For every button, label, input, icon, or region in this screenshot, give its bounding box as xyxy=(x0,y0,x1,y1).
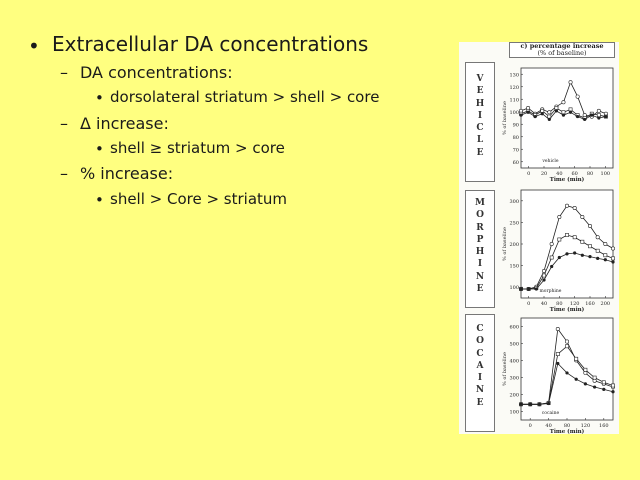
point-striatum xyxy=(541,112,544,115)
point-core xyxy=(604,254,607,257)
y-tick-label: 80 xyxy=(512,134,519,141)
point-striatum xyxy=(611,390,614,393)
point-shell xyxy=(581,215,584,218)
x-axis-label: Time (min) xyxy=(549,307,585,313)
point-shell xyxy=(611,247,614,250)
y-tick-label: 60 xyxy=(512,159,519,166)
point-shell xyxy=(556,327,559,330)
chart-vehicle xyxy=(502,68,613,183)
point-shell xyxy=(597,109,600,112)
y-tick-label: 100 xyxy=(509,409,519,416)
point-striatum xyxy=(519,287,522,290)
sub-dash: – xyxy=(60,63,68,82)
point-striatum xyxy=(519,114,522,117)
y-tick-label: 120 xyxy=(509,84,519,91)
x-tick-label: 60 xyxy=(571,171,578,177)
point-striatum xyxy=(590,114,593,117)
point-core xyxy=(602,381,605,384)
point-striatum xyxy=(565,252,568,255)
y-tick-label: 400 xyxy=(509,358,519,365)
y-tick-label: 200 xyxy=(509,392,519,399)
sub-bullet-delta-increase xyxy=(80,114,169,133)
sub-bullet-da-concentrations: DA concentrations: xyxy=(80,63,233,82)
point-striatum xyxy=(584,382,587,385)
subsub-dot: • xyxy=(95,89,104,107)
y-tick-label: 70 xyxy=(512,147,519,154)
x-tick-label: 120 xyxy=(580,423,591,429)
point-core xyxy=(588,245,591,248)
point-striatum xyxy=(562,114,565,117)
x-tick-label: 0 xyxy=(527,171,531,177)
y-tick-label: 130 xyxy=(509,72,519,79)
point-core xyxy=(569,108,572,111)
drug-annotation: cocaine xyxy=(541,411,560,416)
x-tick-label: 80 xyxy=(586,171,594,177)
point-core xyxy=(550,256,553,259)
drug-annotation: morphine xyxy=(539,289,562,294)
point-shell xyxy=(565,204,568,207)
point-shell xyxy=(596,236,599,239)
point-shell xyxy=(573,206,576,209)
point-shell xyxy=(576,95,579,98)
point-shell xyxy=(604,242,607,245)
point-core xyxy=(593,376,596,379)
bullet-dot: • xyxy=(28,34,40,58)
y-axis-label: % of baseline xyxy=(502,101,508,135)
point-core xyxy=(611,257,614,260)
point-shell xyxy=(550,242,553,245)
point-striatum xyxy=(555,109,558,112)
point-core xyxy=(584,368,587,371)
point-core xyxy=(573,236,576,239)
point-shell xyxy=(558,215,561,218)
point-shell xyxy=(593,379,596,382)
point-striatum xyxy=(593,385,596,388)
delta-symbol: Δ xyxy=(80,114,91,133)
point-shell xyxy=(565,340,568,343)
point-core xyxy=(611,384,614,387)
point-striatum xyxy=(596,257,599,260)
y-tick-label: 110 xyxy=(509,97,519,104)
point-striatum xyxy=(538,403,541,406)
point-striatum xyxy=(604,115,607,118)
point-core xyxy=(562,111,565,114)
y-tick-label: 150 xyxy=(509,263,519,270)
point-core xyxy=(555,106,558,109)
side-label-morphine-text: M O R P H I N E xyxy=(475,198,485,295)
point-core xyxy=(581,240,584,243)
point-striatum xyxy=(548,118,551,121)
point-striatum xyxy=(550,265,553,268)
point-striatum xyxy=(611,260,614,263)
y-tick-label: 300 xyxy=(509,198,519,205)
sub-dash: – xyxy=(60,164,68,183)
point-core xyxy=(542,274,545,277)
sub-bullet-percent-increase: % increase: xyxy=(80,164,174,183)
y-tick-label: 500 xyxy=(509,341,519,348)
subsub-bullet-order-3: shell > Core > striatum xyxy=(110,190,288,208)
side-label-vehicle-text: V E H I C L E xyxy=(475,74,485,158)
figure-charts xyxy=(459,42,619,434)
point-shell xyxy=(588,224,591,227)
point-striatum xyxy=(529,403,532,406)
point-striatum xyxy=(604,258,607,261)
x-tick-label: 40 xyxy=(545,423,552,429)
y-tick-label: 300 xyxy=(509,375,519,382)
x-axis-label: Time (min) xyxy=(549,429,585,434)
y-axis-label: % of baseline xyxy=(502,227,508,261)
y-axis-label: % of baseline xyxy=(502,352,508,386)
point-striatum xyxy=(597,116,600,119)
drug-annotation: vehicle xyxy=(542,159,559,164)
subsub-dot: • xyxy=(95,140,104,158)
point-core xyxy=(541,109,544,112)
y-tick-label: 100 xyxy=(509,285,519,292)
side-label-cocaine-text: C O C A I N E xyxy=(475,324,485,408)
point-striatum xyxy=(583,118,586,121)
point-striatum xyxy=(576,115,579,118)
x-tick-label: 40 xyxy=(540,301,548,307)
point-striatum xyxy=(581,254,584,257)
x-axis-label: Time (min) xyxy=(549,177,585,183)
point-core xyxy=(565,233,568,236)
point-striatum xyxy=(575,378,578,381)
subsub-bullet-order-1: dorsolateral striatum > shell > core xyxy=(110,88,380,106)
x-tick-label: 40 xyxy=(556,171,563,177)
figure-image xyxy=(459,42,619,434)
point-striatum xyxy=(526,111,529,114)
point-striatum xyxy=(569,111,572,114)
x-tick-label: 160 xyxy=(599,423,609,429)
sub-dash: – xyxy=(60,114,68,133)
figure-title-line2: (% of baseline) xyxy=(537,49,587,57)
x-tick-label: 100 xyxy=(600,171,611,177)
chart-cocaine xyxy=(502,318,615,434)
x-tick-label: 120 xyxy=(569,301,580,307)
point-striatum xyxy=(565,371,568,374)
point-striatum xyxy=(542,278,545,281)
point-core xyxy=(597,114,600,117)
point-core xyxy=(558,238,561,241)
figure-title-line1: c) percentage increase xyxy=(520,42,604,50)
point-shell xyxy=(584,371,587,374)
x-tick-label: 200 xyxy=(600,301,611,307)
point-striatum xyxy=(547,402,550,405)
point-striatum xyxy=(527,287,530,290)
point-striatum xyxy=(588,255,591,258)
subsub-dot: • xyxy=(95,191,104,209)
y-tick-label: 250 xyxy=(509,220,519,227)
subsub-bullet-order-2: shell ≥ striatum > core xyxy=(110,139,285,157)
x-tick-label: 20 xyxy=(540,171,548,177)
point-core xyxy=(596,249,599,252)
y-tick-label: 100 xyxy=(509,109,519,116)
point-core xyxy=(556,352,559,355)
point-striatum xyxy=(534,115,537,118)
point-striatum xyxy=(558,256,561,259)
x-tick-label: 160 xyxy=(585,301,595,307)
point-striatum xyxy=(535,287,538,290)
chart-morphine xyxy=(502,190,615,313)
point-striatum xyxy=(556,362,559,365)
point-shell xyxy=(548,111,551,114)
delta-increase-label: increase: xyxy=(96,114,169,133)
y-tick-label: 90 xyxy=(512,122,519,129)
x-tick-label: 0 xyxy=(527,301,531,307)
x-tick-label: 80 xyxy=(563,423,571,429)
x-tick-label: 80 xyxy=(556,301,563,307)
point-striatum xyxy=(573,251,576,254)
y-tick-label: 200 xyxy=(509,242,519,248)
heading-bullet: Extracellular DA concentrations xyxy=(52,32,369,56)
point-core xyxy=(575,357,578,360)
point-striatum xyxy=(602,388,605,391)
point-striatum xyxy=(519,403,522,406)
point-shell xyxy=(562,101,565,104)
point-shell xyxy=(569,81,572,84)
point-core xyxy=(565,345,568,348)
y-tick-label: 600 xyxy=(509,324,519,331)
x-tick-label: 0 xyxy=(528,423,532,429)
